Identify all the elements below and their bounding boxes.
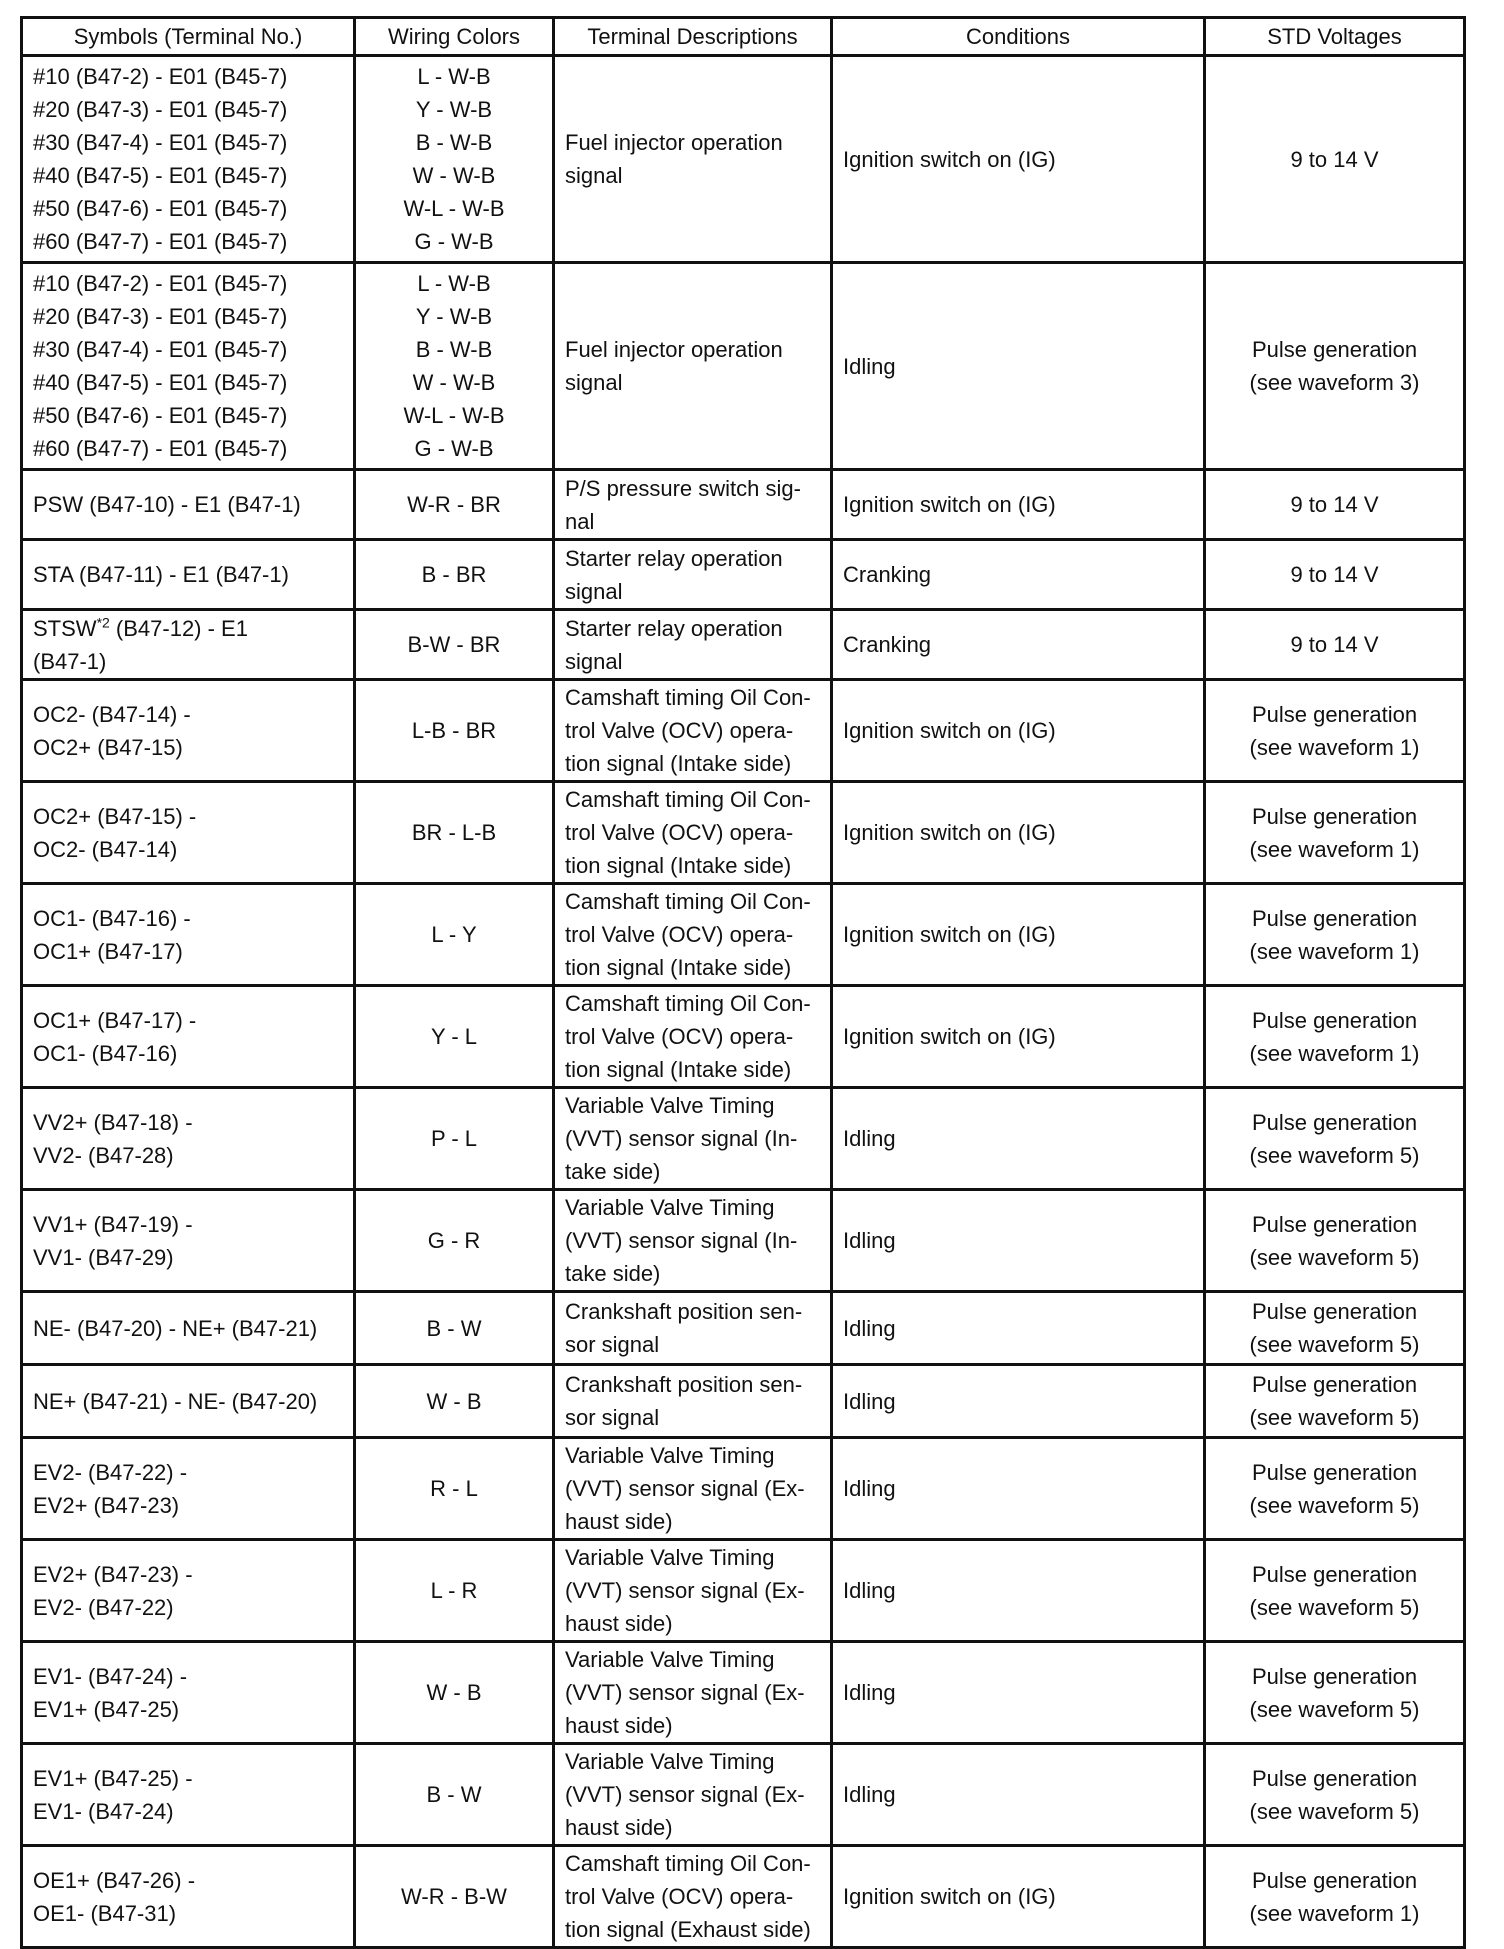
cell-symbol	[22, 610, 355, 680]
cell-condition	[832, 1088, 1205, 1190]
table-row	[22, 470, 1465, 540]
cell-std-voltage-line: Pulse generation	[1251, 1867, 1418, 1893]
cell-std-voltage-line: Pulse generation	[1251, 1372, 1418, 1397]
table-row	[22, 782, 1465, 884]
cell-wiring-colors-line: B-W - BR	[407, 632, 501, 657]
table-row	[22, 1642, 1465, 1744]
cell-std-voltage	[1205, 1744, 1465, 1846]
table-row	[22, 680, 1465, 782]
table-row	[22, 263, 1465, 470]
cell-wiring-colors-line: L - Y	[431, 922, 477, 947]
cell-wiring-colors	[355, 470, 554, 540]
cell-terminal-description	[554, 986, 832, 1088]
cell-terminal-description-line: Crankshaft position sen-	[565, 1299, 803, 1324]
cell-std-voltage-line: 9 to 14 V	[1290, 562, 1379, 587]
cell-symbol-line: OC2- (B47-14) -	[33, 701, 191, 727]
cell-wiring-colors-line: P - L	[430, 1126, 478, 1151]
cell-std-voltage-line: (see waveform 5)	[1249, 1594, 1420, 1620]
cell-terminal-description-line: (VVT) sensor signal (Ex-	[565, 1782, 805, 1807]
cell-terminal-description	[554, 1744, 832, 1846]
cell-wiring-colors-line: B - W	[426, 1782, 482, 1807]
cell-terminal-description-line: Starter relay operation	[565, 615, 783, 641]
cell-std-voltage-line: Pulse generation	[1251, 1109, 1418, 1135]
cell-std-voltage-line: Pulse generation	[1251, 1663, 1418, 1689]
cell-wiring-colors	[355, 56, 554, 263]
header-row	[22, 18, 1465, 56]
cell-symbol	[22, 1365, 355, 1438]
cell-wiring-colors-line: L - W-B	[417, 64, 491, 89]
cell-symbol	[22, 1540, 355, 1642]
cell-condition-line: Idling	[843, 353, 896, 379]
cell-terminal-description	[554, 1292, 832, 1365]
cell-wiring-colors	[355, 1540, 554, 1642]
cell-wiring-colors	[355, 1846, 554, 1948]
cell-terminal-description	[554, 610, 832, 680]
cell-terminal-description-line: Variable Valve Timing	[565, 1647, 775, 1672]
terminal-voltage-table	[20, 16, 1466, 1949]
cell-terminal-description	[554, 1540, 832, 1642]
cell-wiring-colors-line: BR - L-B	[411, 820, 497, 845]
cell-std-voltage-line: (see waveform 5)	[1249, 1405, 1420, 1430]
cell-std-voltage	[1205, 1190, 1465, 1292]
cell-std-voltage-line: Pulse generation	[1251, 1459, 1418, 1485]
cell-terminal-description	[554, 540, 832, 610]
cell-wiring-colors-line: G - R	[427, 1228, 481, 1253]
cell-condition	[832, 56, 1205, 263]
cell-std-voltage-line: Pulse generation	[1251, 1299, 1418, 1324]
cell-condition	[832, 782, 1205, 884]
cell-terminal-description-line: (VVT) sensor signal (In-	[565, 1228, 798, 1253]
cell-wiring-colors-line: B - W-B	[415, 337, 493, 362]
cell-std-voltage	[1205, 1846, 1465, 1948]
cell-terminal-description-line: Camshaft timing Oil Con-	[565, 991, 811, 1016]
table-row	[22, 1190, 1465, 1292]
cell-std-voltage-line: (see waveform 1)	[1249, 1900, 1420, 1926]
cell-wiring-colors-line: B - W	[426, 1315, 482, 1341]
cell-symbol	[22, 1190, 355, 1292]
table-row	[22, 1540, 1465, 1642]
cell-std-voltage-line: (see waveform 1)	[1249, 734, 1420, 760]
cell-std-voltage	[1205, 263, 1465, 470]
cell-wiring-colors	[355, 782, 554, 884]
cell-terminal-description	[554, 1642, 832, 1744]
cell-terminal-description	[554, 263, 832, 470]
footnote-marker: *2	[96, 614, 110, 631]
cell-condition	[832, 540, 1205, 610]
cell-terminal-description-line: Fuel injector operation	[565, 130, 783, 155]
cell-symbol-line: OC1+ (B47-17) -	[33, 1007, 197, 1033]
cell-wiring-colors	[355, 263, 554, 470]
cell-terminal-description	[554, 884, 832, 986]
cell-terminal-description	[554, 1846, 832, 1948]
table-row	[22, 1438, 1465, 1540]
cell-condition-line: Ignition switch on (IG)	[843, 718, 1056, 743]
cell-condition	[832, 1292, 1205, 1365]
cell-condition-line: Idling	[843, 1315, 896, 1341]
cell-std-voltage	[1205, 1438, 1465, 1540]
table-row	[22, 1292, 1465, 1365]
cell-terminal-description-line: Camshaft timing Oil Con-	[565, 1851, 811, 1876]
cell-terminal-description	[554, 1088, 832, 1190]
cell-std-voltage-line: (see waveform 5)	[1249, 1332, 1420, 1357]
cell-terminal-description-line: tion signal (Intake side)	[565, 751, 792, 776]
cell-wiring-colors-line: W - W-B	[412, 370, 496, 395]
cell-terminal-description-line: haust side)	[565, 1611, 673, 1636]
cell-symbol	[22, 1642, 355, 1744]
cell-wiring-colors-line: G - W-B	[414, 229, 494, 254]
cell-std-voltage	[1205, 986, 1465, 1088]
cell-symbol-line: EV2- (B47-22)	[33, 1594, 174, 1620]
cell-symbol-line: VV2+ (B47-18) -	[33, 1109, 193, 1135]
cell-wiring-colors	[355, 1642, 554, 1744]
cell-symbol-line: VV1- (B47-29)	[33, 1244, 174, 1270]
cell-symbol-line: OE1- (B47-31)	[33, 1900, 177, 1926]
cell-symbol	[22, 680, 355, 782]
cell-symbol-line: OC1+ (B47-17)	[33, 938, 183, 964]
cell-condition	[832, 470, 1205, 540]
cell-terminal-description-line: trol Valve (OCV) opera-	[565, 820, 794, 845]
cell-condition	[832, 1642, 1205, 1744]
cell-terminal-description-line: haust side)	[565, 1815, 673, 1840]
cell-symbol	[22, 1846, 355, 1948]
cell-symbol-line: OC2+ (B47-15) -	[33, 803, 197, 829]
header-terminal-descriptions: Terminal Descriptions	[554, 18, 832, 56]
cell-terminal-description-line: Starter relay operation	[565, 545, 783, 571]
cell-condition	[832, 1190, 1205, 1292]
cell-std-voltage-line: Pulse generation	[1251, 1765, 1418, 1791]
cell-std-voltage	[1205, 1540, 1465, 1642]
cell-terminal-description-line: Variable Valve Timing	[565, 1545, 775, 1570]
cell-wiring-colors-line: W - B	[426, 1388, 482, 1414]
table-body	[22, 56, 1465, 1948]
cell-wiring-colors	[355, 1438, 554, 1540]
cell-condition-line: Idling	[843, 1578, 896, 1603]
table-row	[22, 884, 1465, 986]
cell-wiring-colors	[355, 1292, 554, 1365]
cell-wiring-colors-line: W-L - W-B	[403, 403, 505, 428]
cell-std-voltage-line: 9 to 14 V	[1290, 146, 1379, 172]
cell-symbol-line: #10 (B47-2) - E01 (B45-7)	[33, 271, 288, 296]
cell-wiring-colors-line: Y - L	[430, 1024, 478, 1049]
cell-std-voltage	[1205, 1365, 1465, 1438]
table-row	[22, 1744, 1465, 1846]
cell-wiring-colors-line: L - R	[430, 1578, 478, 1603]
cell-terminal-description-line: Camshaft timing Oil Con-	[565, 685, 811, 710]
cell-terminal-description-line: tion signal (Exhaust side)	[565, 1917, 811, 1942]
cell-std-voltage-line: Pulse generation	[1251, 337, 1418, 362]
cell-std-voltage-line: (see waveform 5)	[1249, 1142, 1420, 1168]
cell-std-voltage-line: (see waveform 1)	[1249, 938, 1420, 964]
cell-wiring-colors-line: B - W-B	[415, 130, 493, 155]
cell-terminal-description-line: sor signal	[565, 1405, 660, 1430]
cell-wiring-colors-line: W-R - B-W	[401, 1884, 507, 1909]
cell-symbol-line: #60 (B47-7) - E01 (B45-7)	[33, 229, 288, 254]
cell-std-voltage	[1205, 1642, 1465, 1744]
cell-symbol	[22, 884, 355, 986]
cell-terminal-description	[554, 470, 832, 540]
cell-condition-line: Idling	[843, 1782, 896, 1807]
cell-condition-line: Cranking	[843, 562, 932, 587]
cell-condition	[832, 1846, 1205, 1948]
cell-wiring-colors	[355, 884, 554, 986]
header-std-voltages: STD Voltages	[1205, 18, 1465, 56]
cell-symbol-line: #10 (B47-2) - E01 (B45-7)	[33, 64, 288, 89]
cell-terminal-description-line: trol Valve (OCV) opera-	[565, 1884, 794, 1909]
cell-wiring-colors-line: L-B - BR	[411, 718, 497, 743]
cell-wiring-colors	[355, 1088, 554, 1190]
cell-symbol	[22, 470, 355, 540]
cell-terminal-description	[554, 680, 832, 782]
cell-condition	[832, 1540, 1205, 1642]
cell-symbol	[22, 540, 355, 610]
cell-symbol-line: #40 (B47-5) - E01 (B45-7)	[33, 370, 288, 395]
cell-terminal-description-line: Camshaft timing Oil Con-	[565, 787, 811, 812]
cell-condition-line: Cranking	[843, 632, 932, 657]
cell-terminal-description-line: take side)	[565, 1159, 661, 1184]
cell-symbol-line: (B47-1)	[33, 648, 107, 674]
cell-std-voltage-line: (see waveform 1)	[1249, 1040, 1420, 1066]
cell-wiring-colors	[355, 1744, 554, 1846]
cell-terminal-description-line: signal	[565, 163, 623, 188]
cell-terminal-description	[554, 56, 832, 263]
cell-std-voltage-line: Pulse generation	[1251, 1211, 1418, 1237]
cell-symbol-line: #20 (B47-3) - E01 (B45-7)	[33, 304, 288, 329]
cell-wiring-colors	[355, 680, 554, 782]
cell-std-voltage-line: 9 to 14 V	[1290, 492, 1379, 517]
cell-symbol-line: #40 (B47-5) - E01 (B45-7)	[33, 163, 288, 188]
cell-symbol-line: #60 (B47-7) - E01 (B45-7)	[33, 436, 288, 461]
cell-std-voltage	[1205, 540, 1465, 610]
cell-terminal-description-line: tion signal (Intake side)	[565, 955, 792, 980]
cell-wiring-colors-line: W - W-B	[412, 163, 496, 188]
cell-terminal-description-line: (VVT) sensor signal (Ex-	[565, 1680, 805, 1705]
cell-condition-line: Ignition switch on (IG)	[843, 820, 1056, 845]
cell-std-voltage-line: (see waveform 1)	[1249, 836, 1420, 862]
cell-terminal-description-line: signal	[565, 578, 623, 604]
cell-std-voltage	[1205, 1292, 1465, 1365]
cell-std-voltage	[1205, 680, 1465, 782]
cell-symbol	[22, 782, 355, 884]
cell-terminal-description-line: nal	[565, 508, 595, 534]
cell-symbol	[22, 1438, 355, 1540]
table-row	[22, 1088, 1465, 1190]
cell-terminal-description-line: Fuel injector operation	[565, 337, 783, 362]
cell-terminal-description-line: signal	[565, 648, 623, 674]
cell-symbol-line: #20 (B47-3) - E01 (B45-7)	[33, 97, 288, 122]
cell-symbol	[22, 986, 355, 1088]
cell-std-voltage-line: (see waveform 3)	[1249, 370, 1420, 395]
cell-wiring-colors-line: R - L	[430, 1476, 478, 1501]
cell-terminal-description-line: Camshaft timing Oil Con-	[565, 889, 811, 914]
cell-symbol-line: OC2- (B47-14)	[33, 836, 178, 862]
cell-wiring-colors-line: W-L - W-B	[403, 196, 505, 221]
cell-std-voltage-line: (see waveform 5)	[1249, 1492, 1420, 1518]
cell-symbol-line: OC1- (B47-16) -	[33, 905, 191, 931]
cell-condition-line: Ignition switch on (IG)	[843, 492, 1056, 517]
cell-symbol-line: #50 (B47-6) - E01 (B45-7)	[33, 403, 288, 428]
cell-symbol-line: VV1+ (B47-19) -	[33, 1211, 193, 1237]
cell-wiring-colors-line: W-R - BR	[407, 492, 501, 517]
cell-std-voltage-line: Pulse generation	[1251, 701, 1418, 727]
cell-symbol	[22, 1088, 355, 1190]
cell-condition-line: Ignition switch on (IG)	[843, 1024, 1056, 1049]
cell-std-voltage	[1205, 610, 1465, 680]
cell-terminal-description-line: signal	[565, 370, 623, 395]
cell-wiring-colors-line: Y - W-B	[415, 97, 493, 122]
cell-terminal-description-line: Variable Valve Timing	[565, 1749, 775, 1774]
cell-symbol-line: OC2+ (B47-15)	[33, 734, 183, 760]
cell-symbol	[22, 56, 355, 263]
cell-wiring-colors-line: B - BR	[421, 562, 487, 587]
cell-terminal-description	[554, 1438, 832, 1540]
cell-condition	[832, 263, 1205, 470]
cell-wiring-colors	[355, 1190, 554, 1292]
table-row	[22, 986, 1465, 1088]
cell-terminal-description-line: trol Valve (OCV) opera-	[565, 922, 794, 947]
cell-condition	[832, 1438, 1205, 1540]
cell-symbol-line: EV2- (B47-22) -	[33, 1459, 188, 1485]
cell-wiring-colors-line: G - W-B	[414, 436, 494, 461]
cell-symbol-line: OC1- (B47-16)	[33, 1040, 178, 1066]
cell-condition	[832, 610, 1205, 680]
cell-symbol-line: #30 (B47-4) - E01 (B45-7)	[33, 130, 288, 155]
table-row	[22, 610, 1465, 680]
cell-condition-line: Idling	[843, 1476, 896, 1501]
cell-condition	[832, 986, 1205, 1088]
cell-terminal-description-line: P/S pressure switch sig-	[565, 475, 801, 501]
cell-symbol-line: NE+ (B47-21) - NE- (B47-20)	[33, 1388, 318, 1414]
cell-symbol-line: EV1- (B47-24) -	[33, 1663, 188, 1689]
cell-condition-line: Idling	[843, 1126, 896, 1151]
cell-condition	[832, 1365, 1205, 1438]
cell-symbol-line: #30 (B47-4) - E01 (B45-7)	[33, 337, 288, 362]
cell-std-voltage-line: Pulse generation	[1251, 905, 1418, 931]
cell-terminal-description	[554, 782, 832, 884]
header-wiring-colors: Wiring Colors	[355, 18, 554, 56]
cell-terminal-description-line: (VVT) sensor signal (Ex-	[565, 1476, 805, 1501]
cell-terminal-description-line: haust side)	[565, 1713, 673, 1738]
cell-std-voltage-line: (see waveform 5)	[1249, 1244, 1420, 1270]
cell-symbol-line: EV1+ (B47-25) -	[33, 1765, 193, 1791]
cell-wiring-colors	[355, 610, 554, 680]
cell-terminal-description	[554, 1190, 832, 1292]
cell-symbol	[22, 263, 355, 470]
table-row	[22, 1846, 1465, 1948]
cell-condition	[832, 1744, 1205, 1846]
cell-terminal-description-line: trol Valve (OCV) opera-	[565, 718, 794, 743]
cell-condition-line: Idling	[843, 1680, 896, 1705]
cell-std-voltage	[1205, 56, 1465, 263]
cell-std-voltage	[1205, 884, 1465, 986]
cell-condition-line: Idling	[843, 1228, 896, 1253]
cell-std-voltage-line: 9 to 14 V	[1290, 632, 1379, 657]
cell-symbol-line: EV2+ (B47-23) -	[33, 1561, 193, 1587]
cell-std-voltage-line: Pulse generation	[1251, 803, 1418, 829]
cell-std-voltage-line: Pulse generation	[1251, 1007, 1418, 1033]
cell-symbol-line: STA (B47-11) - E1 (B47-1)	[33, 562, 289, 587]
cell-wiring-colors	[355, 540, 554, 610]
cell-terminal-description-line: haust side)	[565, 1509, 673, 1534]
cell-terminal-description-line: Crankshaft position sen-	[565, 1372, 803, 1397]
cell-terminal-description-line: tion signal (Intake side)	[565, 853, 792, 878]
cell-wiring-colors	[355, 1365, 554, 1438]
cell-condition	[832, 884, 1205, 986]
table-row	[22, 1365, 1465, 1438]
cell-terminal-description-line: (VVT) sensor signal (Ex-	[565, 1578, 805, 1603]
cell-terminal-description-line: tion signal (Intake side)	[565, 1057, 792, 1082]
cell-symbol-line: EV1- (B47-24)	[33, 1798, 174, 1824]
cell-symbol-line: VV2- (B47-28)	[33, 1142, 174, 1168]
cell-symbol	[22, 1744, 355, 1846]
cell-wiring-colors-line: Y - W-B	[415, 304, 493, 329]
cell-condition	[832, 680, 1205, 782]
cell-symbol-line: OE1+ (B47-26) -	[33, 1867, 196, 1893]
cell-std-voltage	[1205, 470, 1465, 540]
cell-std-voltage	[1205, 1088, 1465, 1190]
cell-terminal-description-line: trol Valve (OCV) opera-	[565, 1024, 794, 1049]
cell-wiring-colors-line: W - B	[426, 1680, 482, 1705]
cell-terminal-description-line: Variable Valve Timing	[565, 1093, 775, 1118]
cell-symbol-line: EV1+ (B47-25)	[33, 1696, 180, 1722]
cell-condition-line: Ignition switch on (IG)	[843, 146, 1056, 172]
cell-std-voltage-line: (see waveform 5)	[1249, 1696, 1420, 1722]
cell-symbol-line: #50 (B47-6) - E01 (B45-7)	[33, 196, 288, 221]
table-row	[22, 56, 1465, 263]
cell-terminal-description-line: (VVT) sensor signal (In-	[565, 1126, 798, 1151]
cell-symbol-line: NE- (B47-20) - NE+ (B47-21)	[33, 1315, 318, 1341]
header-symbols: Symbols (Terminal No.)	[22, 18, 355, 56]
cell-condition-line: Idling	[843, 1388, 896, 1414]
cell-wiring-colors	[355, 986, 554, 1088]
cell-condition-line: Ignition switch on (IG)	[843, 1884, 1056, 1909]
cell-terminal-description	[554, 1365, 832, 1438]
cell-condition-line: Ignition switch on (IG)	[843, 922, 1056, 947]
cell-terminal-description-line: Variable Valve Timing	[565, 1443, 775, 1468]
cell-std-voltage-line: Pulse generation	[1251, 1561, 1418, 1587]
header-conditions: Conditions	[832, 18, 1205, 56]
table-row	[22, 540, 1465, 610]
cell-symbol	[22, 1292, 355, 1365]
cell-std-voltage	[1205, 782, 1465, 884]
cell-symbol-line: PSW (B47-10) - E1 (B47-1)	[33, 492, 301, 517]
cell-std-voltage-line: (see waveform 5)	[1249, 1798, 1420, 1824]
cell-symbol-line: EV2+ (B47-23)	[33, 1492, 180, 1518]
cell-wiring-colors-line: L - W-B	[417, 271, 491, 296]
cell-terminal-description-line: take side)	[565, 1261, 661, 1286]
cell-symbol-line: STSW$^{*2}$ (B47-12) - E1	[33, 614, 248, 641]
cell-terminal-description-line: sor signal	[565, 1332, 660, 1357]
cell-terminal-description-line: Variable Valve Timing	[565, 1195, 775, 1220]
